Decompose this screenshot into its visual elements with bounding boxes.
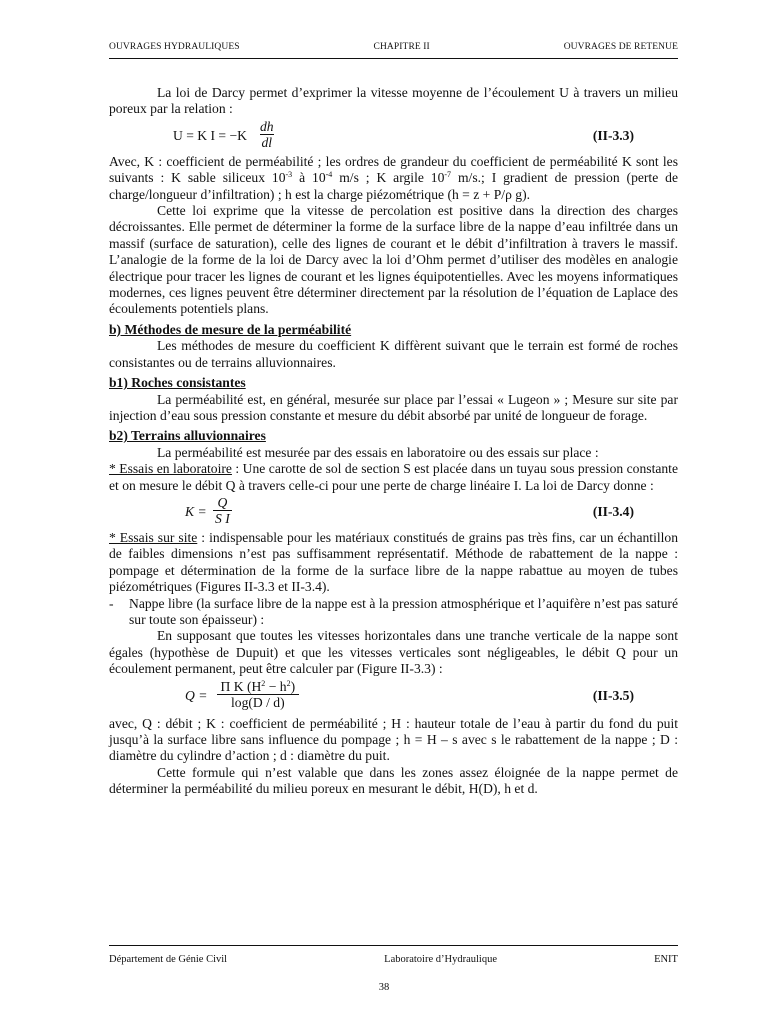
equation-number: (II-3.3)	[592, 127, 634, 143]
section-heading-b: b) Méthodes de mesure de la perméabilité	[109, 321, 352, 337]
header-center: CHAPITRE II	[373, 42, 430, 52]
footer-left: Département de Génie Civil	[109, 954, 228, 965]
section-b1-paragraph: La perméabilité est, en général, mesurée sur place par l’essai « Lugeon » ; Mesure sur site par injection d’eau sous pression constante et mesure du débit absorbé par unité de longueur de forage.	[109, 391, 678, 423]
fraction-numerator: Π K $(H^2 - h^2)$	[220, 678, 296, 694]
footer-rule	[109, 945, 678, 946]
header-rule	[109, 58, 678, 59]
footer-center: Laboratoire d’Hydraulique	[384, 954, 497, 965]
list-item-text: Nappe libre (la surface libre de la nappe est à la pression atmosphérique et l’aquifère n’est pas saturé sur toute son épaisseur) :	[129, 595, 678, 627]
header-left: OUVRAGES HYDRAULIQUES	[109, 42, 240, 52]
page-body	[109, 85, 678, 798]
fraction-numerator: dh	[260, 118, 274, 134]
fraction-denominator: dl	[261, 134, 273, 150]
section-heading-b2: b2) Terrains alluvionnaires	[109, 428, 266, 444]
intro-paragraph: La loi de Darcy permet d’exprimer la vitesse moyenne de l’écoulement U à travers un milieu poreux par la relation :	[109, 85, 678, 117]
header-right: OUVRAGES DE RETENUE	[563, 42, 678, 52]
running-header	[109, 42, 678, 52]
page-number: 38	[378, 982, 390, 993]
variables-paragraph: avec, Q : débit ; K : coefficient de perméabilité ; H : hauteur totale de l’eau à partir du fond du puit jusqu’à la surface libre sans influence du pompage ; h = H – s avec s le rabattement de la nappe ; D : diamètre du cylindre d’action ; d : diamètre du puit.	[109, 715, 678, 764]
equation-permeability	[109, 495, 678, 529]
section-b-paragraph: Les méthodes de mesure du coefficient K diffèrent suivant que le terrain est formé de roches consistantes ou de terrains alluvionnaires.	[109, 338, 678, 370]
equation-lhs: Q =	[185, 687, 208, 703]
running-footer	[109, 954, 678, 965]
site-test-paragraph: * Essais sur site : indispensable pour les matériaux constitués de grains pas très fins, car un échantillon de faibles dimensions n’est pas suffisamment représentatif. Méthode de rabattement de la nappe : pompage et détermination de la forme de la surface libre de la nappe rabattue au moyen de tubes piézométriques (Figures II-3.3 et II-3.4).	[109, 529, 678, 595]
lab-test-label: * Essais en laboratoire	[109, 461, 232, 477]
list-item	[109, 596, 678, 629]
footer-right: ENIT	[654, 954, 678, 965]
darcy-explanation-paragraph: Cette loi exprime que la vitesse de percolation est positive dans la direction des charges décroissantes. Elle permet de déterminer la forme de la surface libre de la nappe d’eau infiltrée dans un massif (surface de saturation), celle des lignes de courant et le débit d’infiltration à travers le massif. L’analogie de la forme de la loi de Darcy avec la loi d’Ohm permet d’utiliser des modèles en analogie électrique pour tracer les lignes de courant et les lignes équipotentielles. Avec les moyens informatiques modernes, ces lignes peuvent être déterminer directement par la résolution de l’équation de Laplace des écoulements potentiels plans.	[109, 203, 678, 317]
list-bullet: -	[109, 595, 114, 611]
section-b2-paragraph: La perméabilité est mesurée par des essais en laboratoire ou des essais sur place :	[157, 444, 599, 460]
site-test-label: * Essais sur site	[109, 529, 198, 545]
equation-lhs: K =	[185, 503, 207, 519]
fraction-denominator: log(D / d)	[217, 694, 299, 710]
lab-test-paragraph: * Essais en laboratoire : Une carotte de sol de section S est placée dans un tuyau sous pression constante et on mesure le débit Q à travers celle-ci pour une perte de charge linéaire I. La loi de Darcy donne :	[109, 461, 678, 493]
equation-discharge	[109, 679, 678, 715]
equation-number: (II-3.4)	[592, 503, 634, 519]
conclusion-paragraph: Cette formule qui n’est valable que dans les zones assez éloignée de la nappe permet de déterminer la perméabilité du milieu poreux en mesurant le débit, H(D), h et d.	[109, 764, 678, 797]
section-heading-b1: b1) Roches consistantes	[109, 375, 246, 391]
equation-lhs: U = K I = −K	[173, 127, 247, 143]
equation-number: (II-3.5)	[592, 687, 634, 703]
equation-darcy	[109, 119, 678, 153]
fraction-numerator: Q	[217, 494, 228, 510]
dupuit-paragraph: En supposant que toutes les vitesses horizontales dans une tranche verticale de la nappe sont égales (hypothèse de Dupuit) et que les vitesses verticales sont négligeables, le débit Q pour un écoulement permanent, peut être calculer par (Figure II-3.3) :	[109, 628, 678, 677]
equation-fraction	[213, 495, 232, 526]
fraction-denominator: S I	[215, 510, 230, 526]
coefficient-paragraph: Avec, K : coefficient de perméabilité ; les ordres de grandeur du coefficient de perméabilité K sont les suivants : K sable siliceux $10^{-3}$ à $10^{-4}$ m/s ; K argile $10^{-7}$ m/s.; I gradient de pression (perte de charge/longueur d’infiltration) ; h est la charge piézométrique (h = z + P/ρ g).	[109, 153, 678, 202]
equation-fraction	[258, 119, 276, 150]
equation-fraction	[217, 679, 299, 710]
